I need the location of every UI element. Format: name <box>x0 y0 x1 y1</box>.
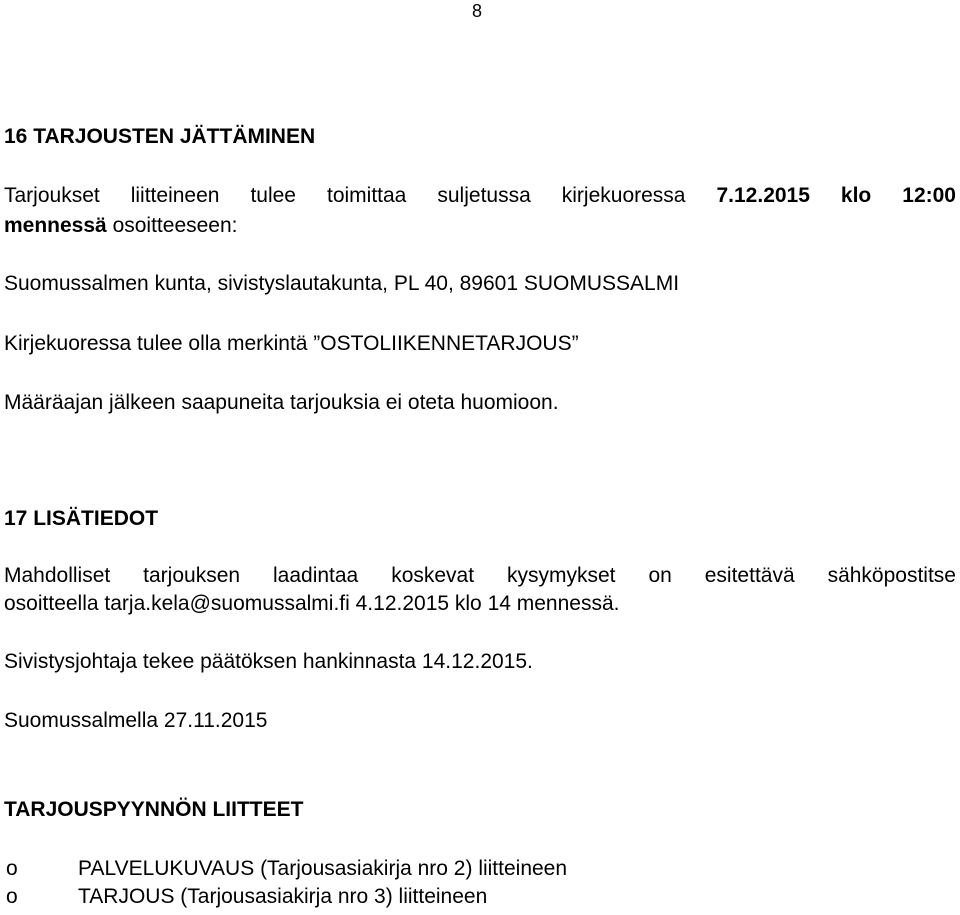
address-intro: osoitteeseen: <box>106 214 238 237</box>
word: liitteineen <box>130 184 220 207</box>
attachment-item: PALVELUKUVAUS (Tarjousasiakirja nro 2) liitteineen <box>78 857 568 880</box>
deadline-note: Määräajan jälkeen saapuneita tarjouksia ei oteta huomioon. <box>4 391 559 414</box>
section-16-paragraph-line-1 <box>4 183 956 209</box>
word: Mahdolliset <box>4 564 111 587</box>
deadline-klo: klo <box>840 184 872 207</box>
section-16-heading: 16 TARJOUSTEN JÄTTÄMINEN <box>4 125 316 148</box>
section-17-paragraph-line-1 <box>4 563 956 589</box>
deadline-time: 12:00 <box>902 184 956 207</box>
section-17-heading: 17 LISÄTIEDOT <box>4 507 159 530</box>
word: kirjekuoressa <box>561 184 686 207</box>
bullet-marker: o <box>6 885 18 908</box>
word: Tarjoukset <box>4 184 100 207</box>
deadline-date: 7.12.2015 <box>716 184 810 207</box>
word: on <box>648 564 672 587</box>
envelope-marking: Kirjekuoressa tulee olla merkintä ”OSTOLIIKENNETARJOUS” <box>4 332 579 355</box>
word: kysymykset <box>507 564 616 587</box>
word: koskevat <box>391 564 475 587</box>
word: esitettävä <box>704 564 795 587</box>
bullet-marker: o <box>6 857 18 880</box>
deadline-mennessa: mennessä <box>4 214 107 237</box>
place-and-date: Suomussalmella 27.11.2015 <box>4 709 268 732</box>
word: sähköpostitse <box>827 564 956 587</box>
word: suljetussa <box>437 184 531 207</box>
decision-note: Sivistysjohtaja tekee päätöksen hankinnasta 14.12.2015. <box>4 650 533 673</box>
page-number: 8 <box>472 1 483 21</box>
word: toimittaa <box>327 184 407 207</box>
word: tarjouksen <box>143 564 241 587</box>
word: tulee <box>250 184 296 207</box>
section-17-paragraph-line-2: osoitteella tarja.kela@suomussalmi.fi 4.12.2015 klo 14 mennessä. <box>4 592 620 615</box>
word: laadintaa <box>273 564 359 587</box>
attachment-item: TARJOUS (Tarjousasiakirja nro 3) liitteineen <box>78 885 488 908</box>
delivery-address: Suomussalmen kunta, sivistyslautakunta, PL 40, 89601 SUOMUSSALMI <box>4 272 680 295</box>
section-16-paragraph-line-2 <box>4 213 238 239</box>
attachments-heading: TARJOUSPYYNNÖN LIITTEET <box>4 798 304 821</box>
